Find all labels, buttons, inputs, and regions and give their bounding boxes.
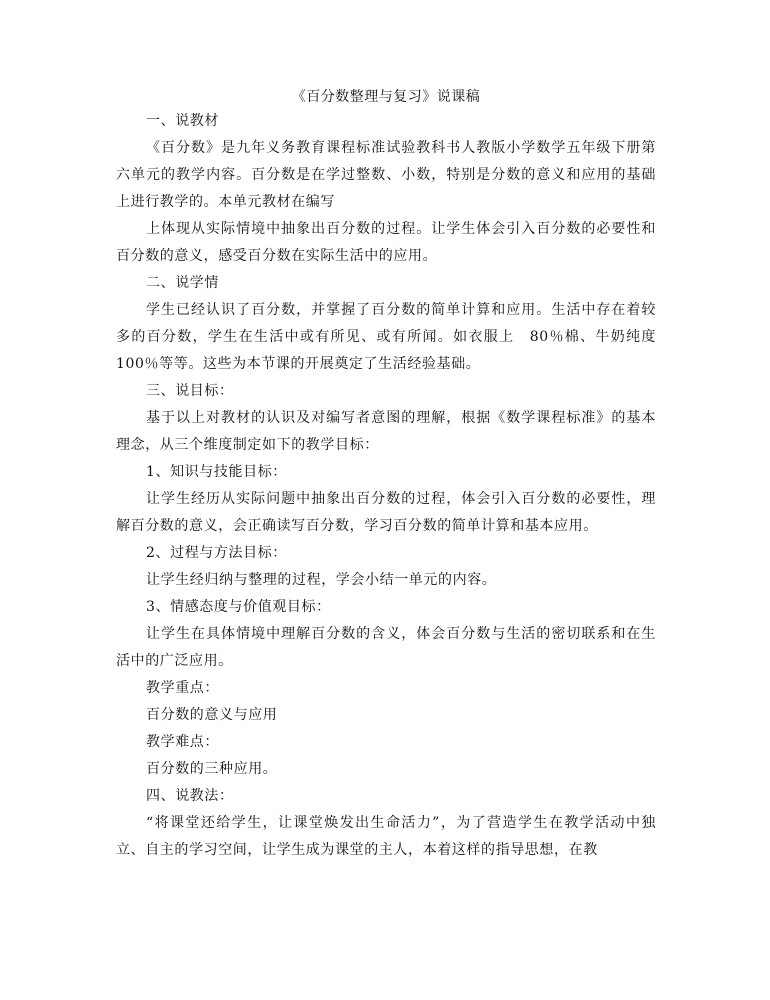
section-heading-objectives: 三、说目标：: [146, 383, 234, 399]
paragraph-emotion-values: 让学生在具体情境中理解百分数的含义，体会百分数与生活的密切联系和在生活中的广泛应用。: [116, 626, 656, 669]
label-teaching-difficulties: 教学难点：: [146, 734, 219, 750]
section-heading-student-situation: 二、说学情: [146, 275, 219, 291]
paragraph-material-design: 上体现从实际情境中抽象出百分数的过程。让学生体会引入百分数的必要性和百分数的意义，感受百分数在实际生活中的应用。: [116, 221, 656, 264]
paragraph-knowledge-skills: 让学生经历从实际问题中抽象出百分数的过程，体会引入百分数的必要性，理解百分数的意义，会正确读写百分数，学习百分数的简单计算和基本应用。: [116, 491, 656, 534]
paragraph-student-situation: 学生已经认识了百分数，并掌握了百分数的简单计算和应用。生活中存在着较多的百分数，学生在生活中或有所见、或有所闻。如衣服上 80％棉、牛奶纯度 100％等等。这些为本节课的开展奠定了生活经验基础。: [116, 302, 671, 372]
paragraph-teaching-difficulties: 百分数的三种应用。: [146, 761, 278, 777]
subheading-emotion-values: 3、情感态度与价值观目标：: [146, 599, 331, 615]
paragraph-teaching-methods: “将课堂还给学生，让课堂焕发出生命活力”，为了营造学生在教学活动中独立、自主的学习空间，让学生成为课堂的主人，本着这样的指导思想，在教: [116, 815, 656, 858]
paragraph-teaching-key-points: 百分数的意义与应用: [146, 707, 278, 723]
section-heading-teaching-material: 一、说教材: [146, 113, 219, 129]
paragraph-process-methods: 让学生经归纳与整理的过程，学会小结一单元的内容。: [146, 572, 497, 588]
label-teaching-key-points: 教学重点：: [146, 680, 219, 696]
subheading-process-methods: 2、过程与方法目标：: [146, 545, 287, 561]
paragraph-material-intro: 《百分数》是九年义务教育课程标准试验教科书人教版小学数学五年级下册第六单元的教学内容。百分数是在学过整数、小数，特别是分数的意义和应用的基础上进行教学的。本单元教材在编写: [116, 140, 656, 210]
section-heading-teaching-methods: 四、说教法：: [146, 788, 234, 804]
paragraph-objectives-intro: 基于以上对教材的认识及对编写者意图的理解，根据《数学课程标准》的基本理念，从三个维度制定如下的教学目标：: [116, 410, 656, 453]
document-body: [116, 86, 671, 864]
document-title: 《百分数整理与复习》说课稿: [291, 89, 481, 105]
subheading-knowledge-skills: 1、知识与技能目标：: [146, 464, 287, 480]
